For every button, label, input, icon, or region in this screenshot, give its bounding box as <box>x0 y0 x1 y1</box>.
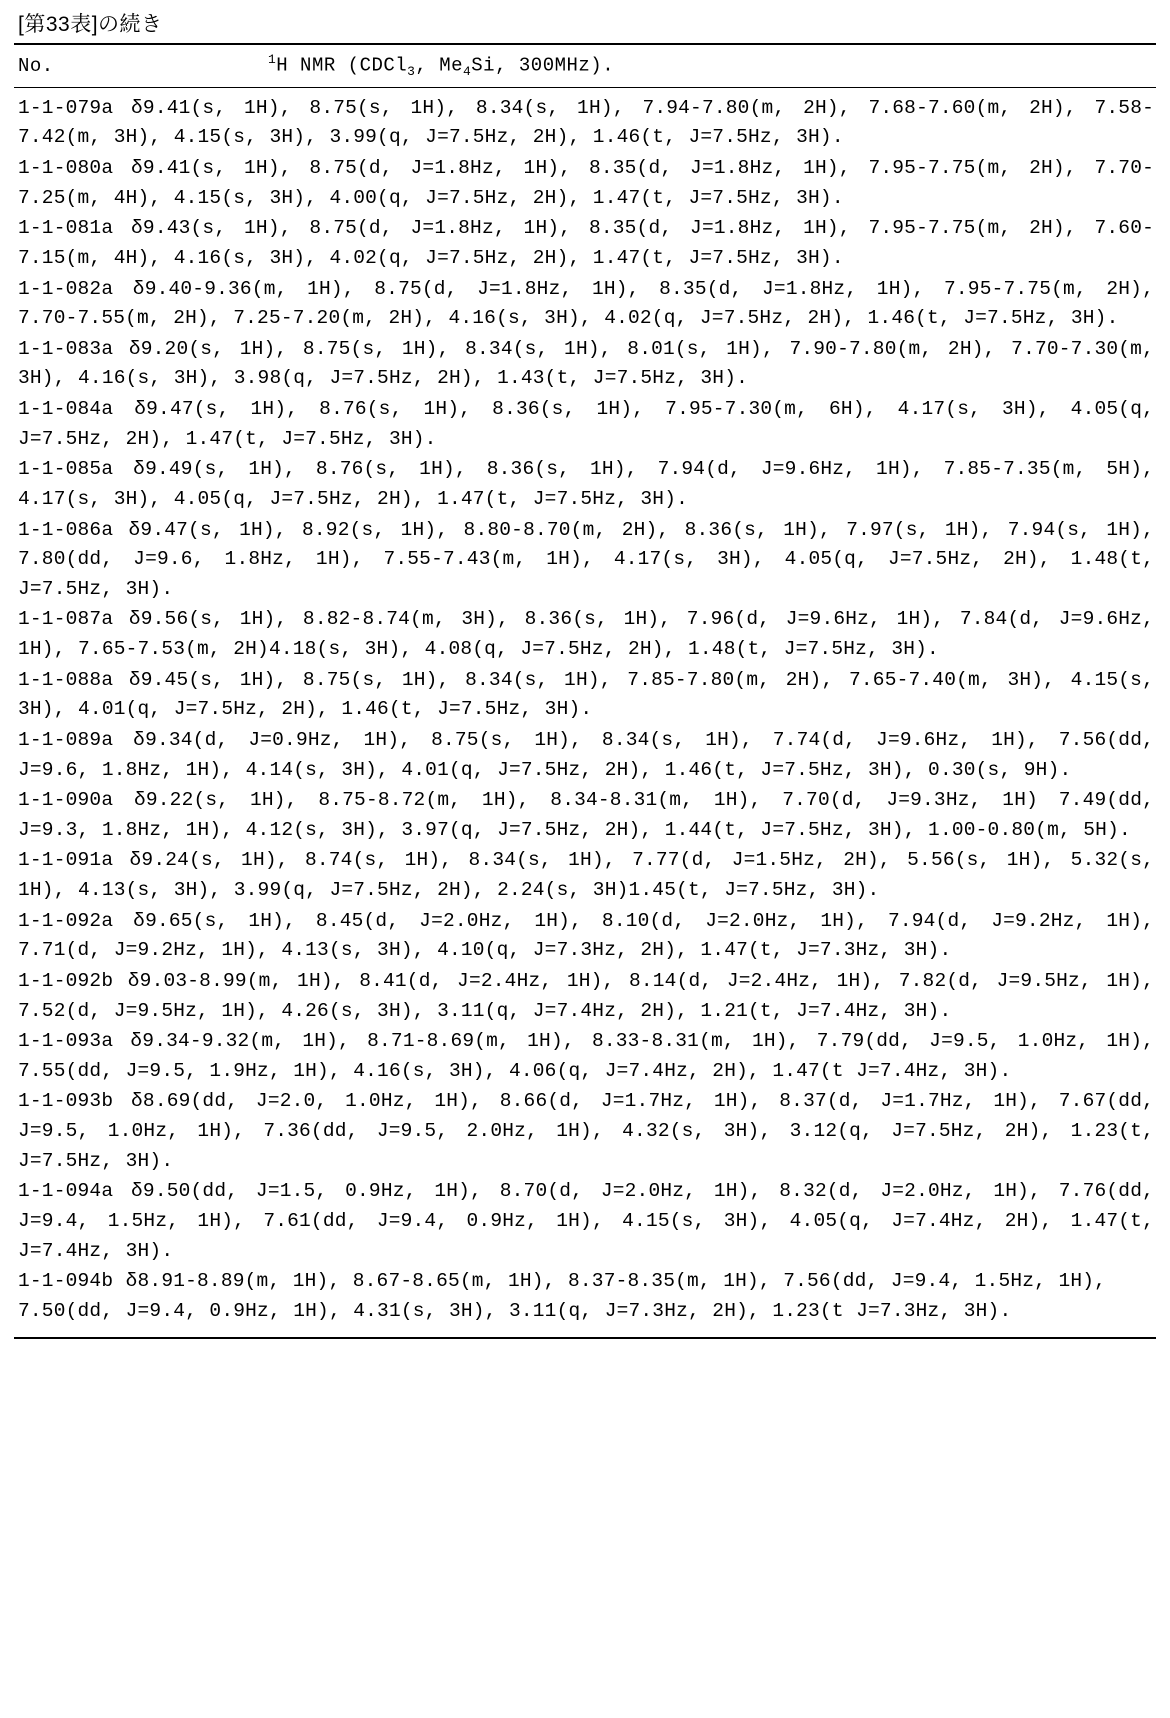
nmr-nucleus-superscript: 1 <box>268 52 277 68</box>
nmr-entry: 1-1-083a δ9.20(s, 1H), 8.75(s, 1H), 8.34(s, 1H), 8.01(s, 1H), 7.90-7.80(m, 2H), 7.70-7.30(m, 3H), 4.16(s, 3H), 3.98(q, J=7.5Hz, 2H), 1.43(t, J=7.5Hz, 3H). <box>18 337 1154 390</box>
nmr-entry: 1-1-092a δ9.65(s, 1H), 8.45(d, J=2.0Hz, 1H), 8.10(d, J=2.0Hz, 1H), 7.94(d, J=9.2Hz, 1H), 7.71(d, J=9.2Hz, 1H), 4.13(s, 3H), 4.10(q, J=7.3Hz, 2H), 1.47(t, J=7.3Hz, 3H). <box>18 909 1154 962</box>
nmr-entry: 1-1-081a δ9.43(s, 1H), 8.75(d, J=1.8Hz, 1H), 8.35(d, J=1.8Hz, 1H), 7.95-7.75(m, 2H), 7.60-7.15(m, 4H), 4.16(s, 3H), 4.02(q, J=7.5Hz, 2H), 1.47(t, J=7.5Hz, 3H). <box>18 217 1154 269</box>
nmr-entry: 1-1-085a δ9.49(s, 1H), 8.76(s, 1H), 8.36(s, 1H), 7.94(d, J=9.6Hz, 1H), 7.85-7.35(m, 5H), 4.17(s, 3H), 4.05(q, J=7.5Hz, 2H), 1.47(t, J=7.5Hz, 3H). <box>18 458 1154 510</box>
nmr-entry: 1-1-088a δ9.45(s, 1H), 8.75(s, 1H), 8.34(s, 1H), 7.85-7.80(m, 2H), 7.65-7.40(m, 3H), 4.15(s, 3H), 4.01(q, J=7.5Hz, 2H), 1.46(t, J=7.5Hz, 3H). <box>18 668 1154 721</box>
me4si-subscript: 4 <box>463 64 472 80</box>
column-header-conditions <box>268 50 1156 82</box>
nmr-entry: 1-1-090a δ9.22(s, 1H), 8.75-8.72(m, 1H), 8.34-8.31(m, 1H), 7.70(d, J=9.3Hz, 1H) 7.49(dd, J=9.3, 1.8Hz, 1H), 4.12(s, 3H), 3.97(q, J=7.5Hz, 2H), 1.44(t, J=7.5Hz, 3H), 1.00-0.80(m, 5H). <box>18 789 1154 841</box>
nmr-entry: 1-1-080a δ9.41(s, 1H), 8.75(d, J=1.8Hz, 1H), 8.35(d, J=1.8Hz, 1H), 7.95-7.75(m, 2H), 7.70-7.25(m, 4H), 4.15(s, 3H), 4.00(q, J=7.5Hz, 2H), 1.47(t, J=7.5Hz, 3H). <box>18 157 1154 209</box>
nmr-entry: 1-1-091a δ9.24(s, 1H), 8.74(s, 1H), 8.34(s, 1H), 7.77(d, J=1.5Hz, 2H), 5.56(s, 1H), 5.32(s, 1H), 4.13(s, 3H), 3.99(q, J=7.5Hz, 2H), 2.24(s, 3H)1.45(t, J=7.5Hz, 3H). <box>18 849 1154 901</box>
nmr-entry: 1-1-087a δ9.56(s, 1H), 8.82-8.74(m, 3H), 8.36(s, 1H), 7.96(d, J=9.6Hz, 1H), 7.84(d, J=9.6Hz, 1H), 7.65-7.53(m, 2H)4.18(s, 3H), 4.08(q, J=7.5Hz, 2H), 1.48(t, J=7.5Hz, 3H). <box>18 608 1154 660</box>
cdcl3-subscript: 3 <box>407 64 416 80</box>
nmr-entry: 1-1-086a δ9.47(s, 1H), 8.92(s, 1H), 8.80-8.70(m, 2H), 8.36(s, 1H), 7.97(s, 1H), 7.94(s, 1H), 7.80(dd, J=9.6, 1.8Hz, 1H), 7.55-7.43(m, 1H), 4.17(s, 3H), 4.05(q, J=7.5Hz, 2H), 1.48(t, J=7.5Hz, 3H). <box>18 518 1154 600</box>
nmr-entry: 1-1-092b δ9.03-8.99(m, 1H), 8.41(d, J=2.4Hz, 1H), 8.14(d, J=2.4Hz, 1H), 7.82(d, J=9.5Hz, 1H), 7.52(d, J=9.5Hz, 1H), 4.26(s, 3H), 3.11(q, J=7.4Hz, 2H), 1.21(t, J=7.4Hz, 3H). <box>18 969 1154 1022</box>
bottom-rule <box>14 1337 1156 1339</box>
table-caption: [第33表]の続き <box>18 13 163 36</box>
nmr-entry-list <box>14 88 1156 1334</box>
nmr-label-end: Si, 300MHz). <box>471 54 615 77</box>
nmr-label-prefix: H NMR (CDCl <box>276 54 408 77</box>
column-header-no: No. <box>18 54 54 77</box>
nmr-entry: 1-1-093a δ9.34-9.32(m, 1H), 8.71-8.69(m, 1H), 8.33-8.31(m, 1H), 7.79(dd, J=9.5, 1.0Hz, 1H), 7.55(dd, J=9.5, 1.9Hz, 1H), 4.16(s, 3H), 4.06(q, J=7.4Hz, 2H), 1.47(t J=7.4Hz, 3H). <box>18 1030 1154 1082</box>
nmr-label-mid: , Me <box>415 54 464 77</box>
nmr-entry: 1-1-094b δ8.91-8.89(m, 1H), 8.67-8.65(m, 1H), 8.37-8.35(m, 1H), 7.56(dd, J=9.4, 1.5Hz, 1H), 7.50(dd, J=9.4, 0.9Hz, 1H), 4.31(s, 3H), 3.11(q, J=7.3Hz, 2H), 1.23(t J=7.3Hz, 3H). <box>18 1270 1107 1322</box>
nmr-entry: 1-1-082a δ9.40-9.36(m, 1H), 8.75(d, J=1.8Hz, 1H), 8.35(d, J=1.8Hz, 1H), 7.95-7.75(m, 2H), 7.70-7.55(m, 2H), 7.25-7.20(m, 2H), 4.16(s, 3H), 4.02(q, J=7.5Hz, 2H), 1.46(t, J=7.5Hz, 3H). <box>18 277 1154 330</box>
nmr-entry: 1-1-094a δ9.50(dd, J=1.5, 0.9Hz, 1H), 8.70(d, J=2.0Hz, 1H), 8.32(d, J=2.0Hz, 1H), 7.76(dd, J=9.4, 1.5Hz, 1H), 7.61(dd, J=9.4, 0.9Hz, 1H), 4.15(s, 3H), 4.05(q, J=7.4Hz, 2H), 1.47(t, J=7.4Hz, 3H). <box>18 1180 1154 1262</box>
nmr-entry: 1-1-079a δ9.41(s, 1H), 8.75(s, 1H), 8.34(s, 1H), 7.94-7.80(m, 2H), 7.68-7.60(m, 2H), 7.58-7.42(m, 3H), 4.15(s, 3H), 3.99(q, J=7.5Hz, 2H), 1.46(t, J=7.5Hz, 3H). <box>18 96 1154 149</box>
nmr-entry: 1-1-084a δ9.47(s, 1H), 8.76(s, 1H), 8.36(s, 1H), 7.95-7.30(m, 6H), 4.17(s, 3H), 4.05(q, J=7.5Hz, 2H), 1.47(t, J=7.5Hz, 3H). <box>18 398 1154 450</box>
table-header-row <box>14 45 1156 87</box>
nmr-entry: 1-1-089a δ9.34(d, J=0.9Hz, 1H), 8.75(s, 1H), 8.34(s, 1H), 7.74(d, J=9.6Hz, 1H), 7.56(dd, J=9.6, 1.8Hz, 1H), 4.14(s, 3H), 4.01(q, J=7.5Hz, 2H), 1.46(t, J=7.5Hz, 3H), 0.30(s, 9H). <box>18 728 1154 781</box>
nmr-entry: 1-1-093b δ8.69(dd, J=2.0, 1.0Hz, 1H), 8.66(d, J=1.7Hz, 1H), 8.37(d, J=1.7Hz, 1H), 7.67(dd, J=9.5, 1.0Hz, 1H), 7.36(dd, J=9.5, 2.0Hz, 1H), 4.32(s, 3H), 3.12(q, J=7.5Hz, 2H), 1.23(t, J=7.5Hz, 3H). <box>18 1090 1154 1172</box>
